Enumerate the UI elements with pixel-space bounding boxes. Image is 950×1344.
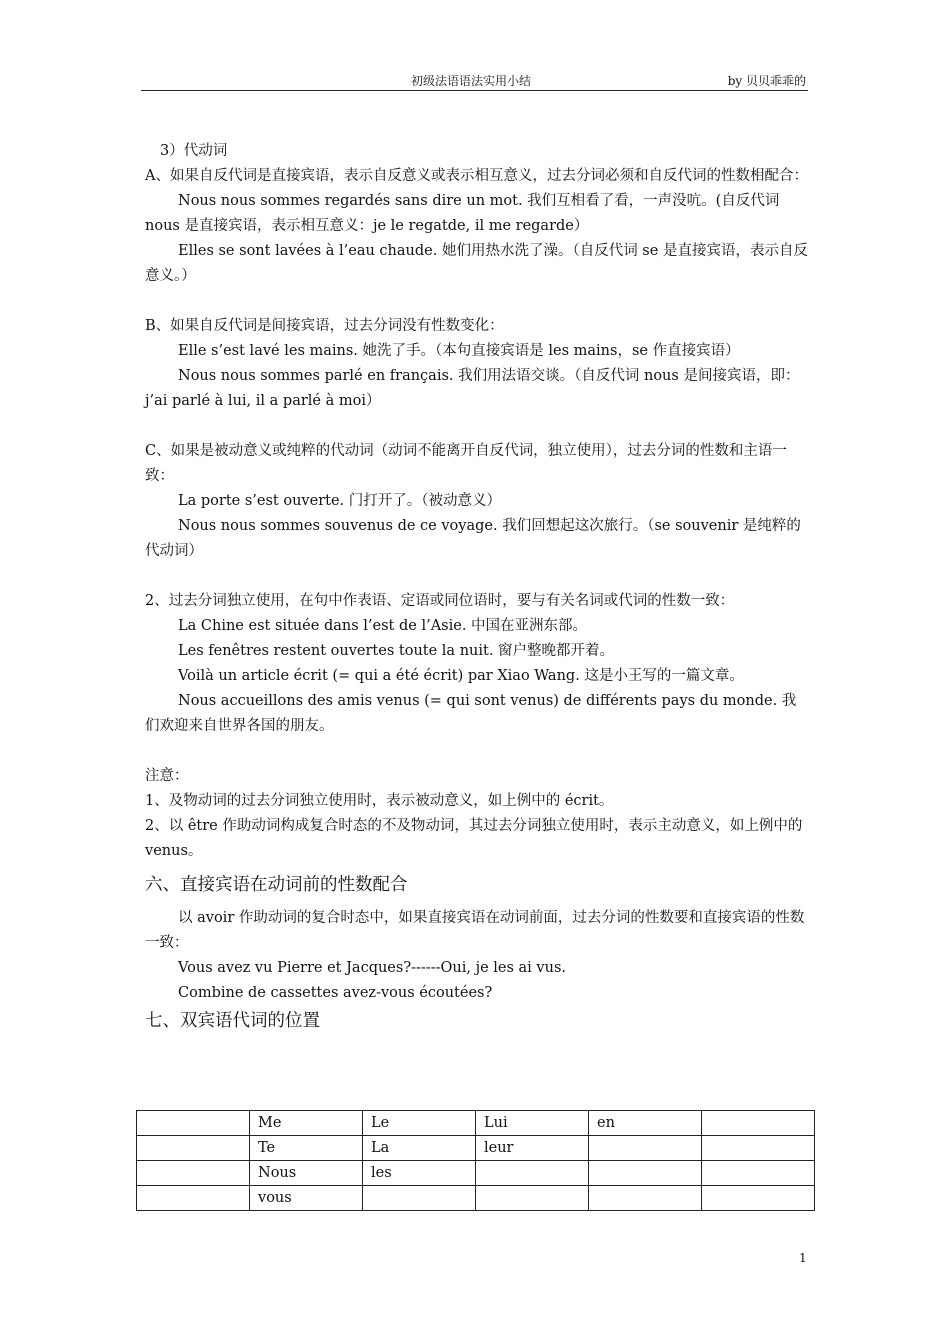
pronoun-order-table bbox=[136, 1110, 815, 1211]
table-cell bbox=[137, 1161, 250, 1186]
section-7-heading: 七、双宾语代词的位置 bbox=[145, 1011, 320, 1031]
table-cell bbox=[476, 1161, 589, 1186]
spacer bbox=[145, 564, 810, 589]
table-cell: La bbox=[363, 1136, 476, 1161]
note-2: 2、以 être 作助动词构成复合时态的不及物动词，其过去分词独立使用时，表示主动意义，如上例中的 venus。 bbox=[145, 818, 803, 859]
rule-c-example-1: La porte s’est ouverte. 门打开了。（被动意义） bbox=[178, 493, 501, 509]
table-cell: vous bbox=[250, 1186, 363, 1211]
point-2-example-4: Nous accueillons des amis venus (= qui sont venus) de différents pays du monde. 我们欢迎来自世界各国的朋友。 bbox=[145, 693, 797, 734]
table-cell: Te bbox=[250, 1136, 363, 1161]
point-2-example-1: La Chine est située dans l’est de l’Asie. 中国在亚洲东部。 bbox=[178, 618, 588, 634]
spacer bbox=[145, 739, 810, 764]
table-cell bbox=[476, 1186, 589, 1211]
table-cell bbox=[702, 1186, 815, 1211]
rule-a-intro: A、如果自反代词是直接宾语，表示自反意义或表示相互意义，过去分词必须和自反代词的性数相配合： bbox=[145, 168, 808, 184]
note-1: 1、及物动词的过去分词独立使用时，表示被动意义，如上例中的 écrit。 bbox=[145, 793, 614, 809]
rule-b-example-2: Nous nous sommes parlé en français. 我们用法语交谈。（自反代词 nous 是间接宾语，即：j’ai parlé à lui, il a parlé à moi） bbox=[145, 368, 800, 409]
table-cell: Nous bbox=[250, 1161, 363, 1186]
rule-c-example-2: Nous nous sommes souvenus de ce voyage. 我们回想起这次旅行。（se souvenir 是纯粹的代动词） bbox=[145, 518, 801, 559]
section-6-example-2: Combine de cassettes avez-vous écoutées? bbox=[178, 985, 493, 1001]
table-cell bbox=[589, 1161, 702, 1186]
header-author: by 贝贝乖乖的 bbox=[727, 74, 806, 88]
table-row bbox=[137, 1111, 815, 1136]
table-cell bbox=[363, 1186, 476, 1211]
header-title: 初级法语语法实用小结 bbox=[411, 74, 532, 88]
spacer bbox=[145, 289, 810, 314]
table-row bbox=[137, 1161, 815, 1186]
section-6-heading: 六、直接宾语在动词前的性数配合 bbox=[145, 875, 408, 895]
table-cell: en bbox=[589, 1111, 702, 1136]
table-cell bbox=[137, 1186, 250, 1211]
section-6-example-1: Vous avez vu Pierre et Jacques?------Oui, je les ai vus. bbox=[178, 960, 567, 976]
table-cell: Le bbox=[363, 1111, 476, 1136]
rule-c-intro: C、如果是被动意义或纯粹的代动词（动词不能离开自反代词，独立使用），过去分词的性数和主语一致： bbox=[145, 443, 787, 484]
table-cell bbox=[589, 1136, 702, 1161]
point-2-intro: 2、过去分词独立使用，在句中作表语、定语或同位语时，要与有关名词或代词的性数一致： bbox=[145, 593, 735, 609]
table-row bbox=[137, 1186, 815, 1211]
page-number: 1 bbox=[799, 1251, 807, 1265]
table-cell bbox=[702, 1111, 815, 1136]
rule-a-example-2: Elles se sont lavées à l’eau chaude. 她们用热水洗了澡。（自反代词 se 是直接宾语，表示自反意义。） bbox=[145, 243, 808, 284]
rule-a-example-1: Nous nous sommes regardés sans dire un mot. 我们互相看了看，一声没吭。(自反代词 nous 是直接宾语，表示相互意义：je le regatde, il me regarde） bbox=[145, 193, 780, 234]
table-cell bbox=[137, 1111, 250, 1136]
document-body bbox=[145, 139, 810, 1036]
page-header bbox=[141, 70, 808, 91]
table-cell: Me bbox=[250, 1111, 363, 1136]
table-row bbox=[137, 1136, 815, 1161]
rule-b-intro: B、如果自反代词是间接宾语，过去分词没有性数变化： bbox=[145, 318, 504, 334]
section-3-title: 3）代动词 bbox=[160, 143, 228, 159]
note-title: 注意： bbox=[145, 768, 189, 784]
table-cell bbox=[589, 1186, 702, 1211]
point-2-example-3: Voilà un article écrit (= qui a été écrit) par Xiao Wang. 这是小王写的一篇文章。 bbox=[178, 668, 744, 684]
section-6-intro: 以 avoir 作助动词的复合时态中，如果直接宾语在动词前面，过去分词的性数要和直接宾语的性数一致： bbox=[145, 910, 805, 951]
table-cell: leur bbox=[476, 1136, 589, 1161]
point-2-example-2: Les fenêtres restent ouvertes toute la nuit. 窗户整晚都开着。 bbox=[178, 643, 615, 659]
table-cell bbox=[702, 1161, 815, 1186]
spacer bbox=[145, 414, 810, 439]
table-cell bbox=[137, 1136, 250, 1161]
table-cell: les bbox=[363, 1161, 476, 1186]
table-cell bbox=[702, 1136, 815, 1161]
rule-b-example-1: Elle s’est lavé les mains. 她洗了手。（本句直接宾语是 les mains，se 作直接宾语） bbox=[178, 343, 740, 359]
table-cell: Lui bbox=[476, 1111, 589, 1136]
